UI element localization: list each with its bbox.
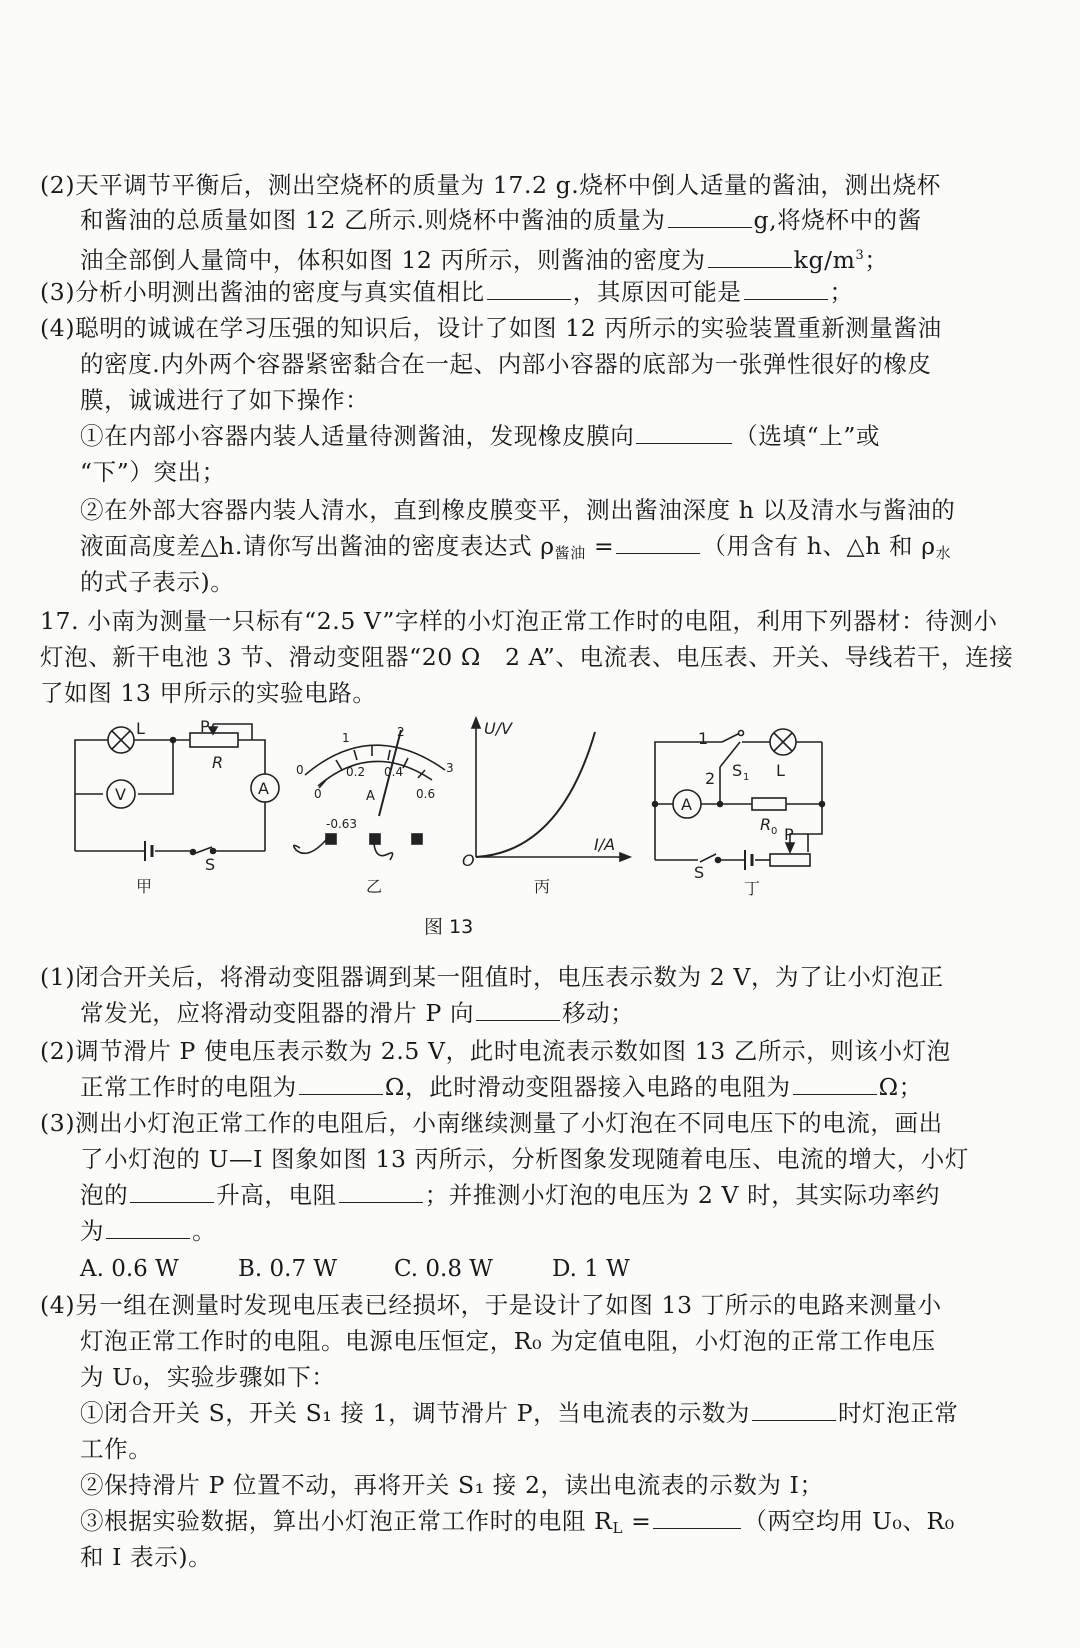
label-v: V (115, 785, 126, 804)
meter-term: -0.63 (326, 817, 358, 831)
d-s1: S (732, 761, 743, 780)
answer-blank[interactable] (793, 1072, 877, 1095)
meter-2: 2 (397, 725, 405, 739)
q17-p2-line1: (2)调节滑片 P 使电压表示数为 2.5 V，此时电流表示数如图 13 乙所示，则该小灯泡 (40, 1037, 951, 1065)
q16-p4-step2-line1: ②在外部大容器内装人清水，直到橡皮膜变平，测出酱油深度 h 以及清水与酱油的 (80, 496, 956, 524)
text: 升高，电阻 (216, 1181, 337, 1209)
meter-3: 3 (446, 761, 454, 775)
resistor-r0 (752, 798, 786, 810)
d-r0-sub: 0 (771, 826, 778, 837)
q17-intro-line3: 了如图 13 甲所示的实验电路。 (40, 679, 377, 707)
answer-blank[interactable] (476, 998, 560, 1021)
q17-p4-line3: 为 U₀，实验步骤如下： (80, 1363, 336, 1391)
circuit-ding (653, 729, 825, 870)
text: （两空均用 U₀、R₀ (743, 1507, 955, 1535)
text: （用含有 h、△h 和 ρ (702, 532, 936, 560)
text: ，其原因可能是 (572, 278, 742, 306)
label-a: A (258, 779, 269, 798)
d-s: S (694, 863, 705, 882)
q17-p4-step3 (80, 1506, 955, 1543)
q16-p4-step1-cont: “下”）突出； (80, 458, 226, 486)
text: 液面高度差△h.请你写出酱油的密度表达式 ρ (80, 532, 555, 560)
label-p: P (200, 717, 210, 736)
label-jia: 甲 (136, 877, 153, 896)
answer-blank[interactable] (752, 1398, 836, 1421)
q17-p3-line4 (80, 1216, 216, 1246)
rheostat-ding (770, 854, 810, 866)
q17-p4-line1: (4)另一组在测量时发现电压表已经损坏，于是设计了如图 13 丁所示的电路来测量小 (40, 1291, 942, 1319)
text: ③根据实验数据，算出小灯泡正常工作时的电阻 R (80, 1507, 613, 1535)
text: Ω； (878, 1073, 923, 1101)
figure-13 (0, 712, 1080, 952)
text: 常发光，应将滑动变阻器的滑片 P 向 (80, 999, 475, 1027)
text: 为 (80, 1217, 105, 1245)
q17-p3-line2: 了小灯泡的 U—I 图象如图 13 丙所示，分析图象发现随着电压、电流的增大，小灯 (80, 1145, 969, 1173)
q16-p2-line3 (80, 241, 889, 275)
text: 3 (855, 248, 865, 263)
q17-p2-line2 (80, 1072, 923, 1102)
text: L (612, 1519, 624, 1537)
q17-p4-step3-cont: 和 I 表示)。 (80, 1543, 213, 1571)
q16-p3 (40, 277, 854, 307)
d-2: 2 (705, 769, 716, 788)
answer-blank[interactable] (744, 277, 828, 300)
q16-p4-step2-line3: 的式子表示)。 (80, 568, 235, 596)
circuit-jia (75, 724, 279, 861)
text: 时灯泡正常 (838, 1399, 959, 1427)
text: = (623, 1507, 652, 1535)
text: Ω，此时滑动变阻器接入电路的电阻为 (384, 1073, 791, 1101)
text: = (585, 532, 615, 560)
label-r: R (212, 753, 224, 772)
q17-intro-line1: 17. 小南为测量一只标有“2.5 V”字样的小灯泡正常工作时的电阻，利用下列器材：待测小 (40, 607, 998, 635)
answer-blank[interactable] (299, 1072, 383, 1095)
q17-intro-line2: 灯泡、新干电池 3 节、滑动变阻器“20 Ω 2 A”、电流表、电压表、开关、导线若干，连接 (40, 643, 1014, 671)
q16-p2-line2 (80, 205, 922, 235)
option-b[interactable]: B. 0.7 W (238, 1256, 338, 1282)
option-a[interactable]: A. 0.6 W (80, 1256, 179, 1282)
q17-p1-line1: (1)闭合开关后，将滑动变阻器调到某一阻值时，电压表示数为 2 V，为了让小灯泡正 (40, 963, 944, 991)
d-a: A (681, 795, 692, 814)
text: ；并推测小灯泡的电压为 2 V 时，其实际功率约 (424, 1181, 940, 1209)
q17-p3-line3 (80, 1180, 940, 1210)
text: （选填“上”或 (734, 422, 881, 450)
answer-blank[interactable] (106, 1216, 190, 1239)
meter-unit: A (366, 789, 375, 804)
q17-p3-line1: (3)测出小灯泡正常工作的电阻后，小南继续测量了小灯泡在不同电压下的电流，画出 (40, 1109, 943, 1137)
text: ； (864, 246, 889, 274)
label-ding: 丁 (744, 879, 761, 898)
text: 正常工作时的电阻为 (80, 1073, 297, 1101)
rheostat-r (190, 733, 238, 747)
text: ①闭合开关 S，开关 S₁ 接 1，调节滑片 P，当电流表的示数为 (80, 1399, 751, 1427)
answer-blank[interactable] (708, 245, 792, 268)
answer-blank[interactable] (487, 277, 571, 300)
q16-p4-line1: (4)聪明的诚诚在学习压强的知识后，设计了如图 12 丙所示的实验装置重新测量酱油 (40, 314, 942, 342)
d-l: L (776, 761, 785, 780)
q16-p4-line2: 的密度.内外两个容器紧密黏合在一起、内部小容器的底部为一张弹性很好的橡皮 (80, 350, 932, 378)
text: 泡的 (80, 1181, 129, 1209)
q16-p4-step2-line2 (80, 531, 951, 568)
graph-origin: O (462, 851, 475, 870)
d-s1-sub: 1 (743, 772, 750, 783)
graph-y: U/V (484, 719, 513, 738)
meter-06: 0.6 (416, 787, 436, 801)
q17-p4-step1 (80, 1398, 959, 1428)
answer-blank[interactable] (636, 421, 732, 444)
meter-02: 0.2 (346, 765, 366, 779)
d-1: 1 (698, 729, 709, 748)
text: g,将烧杯中的酱 (753, 206, 922, 234)
text: 。 (192, 1217, 217, 1245)
q17-p1-line2 (80, 998, 634, 1028)
option-c[interactable]: C. 0.8 W (394, 1256, 493, 1282)
text: kg/m (793, 246, 856, 274)
text: 和酱油的总质量如图 12 乙所示.则烧杯中酱油的质量为 (80, 206, 666, 234)
q17-p4-line2: 灯泡正常工作时的电阻。电源电压恒定，R₀ 为定值电阻，小灯泡的正常工作电压 (80, 1327, 936, 1355)
q17-p4-step1-cont: 工作。 (80, 1435, 153, 1463)
meter-00: 0 (314, 787, 322, 801)
q16-p2-line1: (2)天平调节平衡后，测出空烧杯的质量为 17.2 g.烧杯中倒人适量的酱油，测出烧杯 (40, 171, 941, 199)
option-d[interactable]: D. 1 W (552, 1256, 630, 1282)
answer-blank[interactable] (668, 205, 752, 228)
text: ； (829, 278, 854, 306)
d-r0: R (760, 815, 772, 834)
label-l: L (136, 719, 145, 738)
text: 酱油 (554, 544, 586, 562)
text: 水 (935, 544, 952, 562)
answer-blank[interactable] (653, 1506, 741, 1529)
graph-x: I/A (594, 835, 616, 854)
meter-1: 1 (342, 731, 350, 745)
text: 移动； (562, 999, 635, 1027)
answer-blank[interactable] (339, 1180, 423, 1203)
d-p: P (784, 825, 794, 844)
q16-p4-line3: 膜，诚诚进行了如下操作： (80, 386, 370, 414)
answer-blank[interactable] (130, 1180, 214, 1203)
label-s: S (205, 855, 216, 874)
q17-p4-step2: ②保持滑片 P 位置不动，再将开关 S₁ 接 2，读出电流表的示数为 I； (80, 1471, 824, 1499)
figure-caption: 图 13 (424, 916, 474, 938)
answer-blank[interactable] (616, 531, 700, 554)
meter-04: 0.4 (384, 765, 404, 779)
text: 油全部倒人量筒中，体积如图 12 丙所示，则酱油的密度为 (80, 246, 706, 274)
q16-p4-step1 (80, 421, 880, 451)
meter-0: 0 (296, 763, 304, 777)
label-bing: 丙 (534, 877, 551, 896)
text: (3)分析小明测出酱油的密度与真实值相比 (40, 278, 485, 306)
text: ①在内部小容器内装人适量待测酱油，发现橡皮膜向 (80, 422, 635, 450)
label-yi: 乙 (366, 877, 383, 896)
